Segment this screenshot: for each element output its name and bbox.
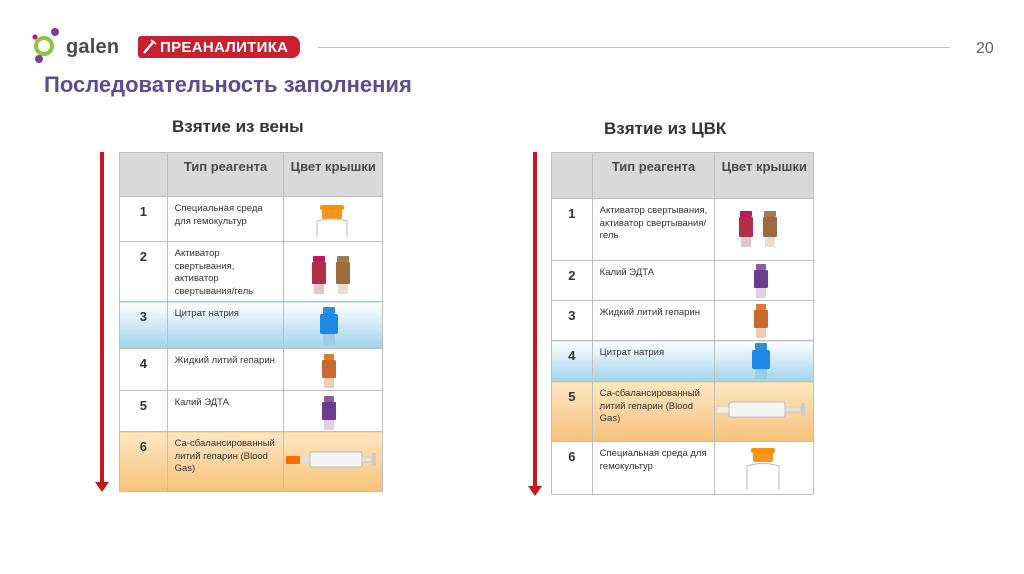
table-row	[552, 261, 814, 301]
row-number: 5	[139, 398, 147, 413]
table-row	[120, 242, 383, 302]
row-number: 2	[568, 268, 576, 283]
reagent-label: Цитрат натрия	[174, 308, 240, 319]
blood-gas-syringe-icon	[717, 398, 811, 420]
section-badge-label: ПРЕАНАЛИТИКА	[160, 39, 289, 56]
row-number: 4	[139, 356, 147, 371]
row-number: 1	[139, 204, 147, 219]
reagent-label: Са-сбалансированный литий гепарин (Blood Gas)	[599, 388, 700, 424]
row-number: 5	[568, 389, 576, 404]
table-header-row	[552, 153, 814, 199]
row-number: 2	[139, 249, 147, 264]
order-arrow-vein	[100, 152, 108, 492]
row-number: 3	[139, 309, 147, 324]
reagent-label: Цитрат натрия	[599, 347, 665, 358]
vein-section-title: Взятие из вены	[172, 117, 304, 136]
row-number: 1	[568, 206, 576, 221]
reagent-label: Специальная среда для гемокультур	[599, 448, 707, 472]
reagent-label: Активатор свертывания, активатор свертывания/гель	[599, 205, 708, 241]
row-number: 6	[568, 449, 576, 464]
blue-tube-icon	[750, 343, 772, 379]
table-row	[552, 442, 814, 495]
header-empty	[120, 153, 168, 197]
orange-tube-icon	[751, 304, 771, 338]
order-arrow-cvc	[533, 152, 541, 496]
reagent-label: Жидкий литий гепарин	[599, 307, 700, 318]
table-row	[120, 197, 383, 242]
blood-culture-bottle-icon	[309, 205, 355, 237]
red-gold-tubes-icon	[735, 211, 785, 247]
header-divider	[318, 47, 950, 48]
row-number: 3	[568, 308, 576, 323]
blood-culture-bottle-icon	[739, 448, 787, 490]
table-row	[120, 432, 383, 492]
header-cap-color: Цвет крышки	[715, 153, 814, 199]
orange-tube-icon	[319, 354, 339, 388]
table-row	[552, 341, 814, 382]
page-number: 20	[976, 40, 994, 57]
header-cap-color: Цвет крышки	[284, 153, 383, 197]
blue-tube-icon	[318, 307, 340, 345]
page-title: Последовательность заполнения	[44, 72, 412, 97]
reagent-label: Калий ЭДТА	[599, 267, 655, 278]
header-reagent: Тип реагента	[592, 153, 715, 199]
table-row	[552, 382, 814, 442]
row-number: 4	[568, 348, 576, 363]
table-row	[120, 349, 383, 391]
header-empty	[552, 153, 593, 199]
reagent-label: Са-сбалансированный литий гепарин (Blood Gas)	[174, 438, 275, 474]
row-number: 6	[139, 439, 147, 454]
header-reagent: Тип реагента	[167, 153, 284, 197]
purple-tube-icon	[319, 396, 339, 430]
logo-text: galen	[66, 36, 120, 58]
reagent-label: Активатор свертывания, активатор свертывания/гель	[174, 248, 254, 297]
blood-gas-syringe-icon	[286, 448, 380, 470]
reagent-label: Калий ЭДТА	[174, 397, 229, 408]
table-row	[552, 199, 814, 261]
red-gold-tubes-icon	[308, 256, 358, 294]
cvc-section-title: Взятие из ЦВК	[604, 119, 727, 138]
table-row	[120, 302, 383, 349]
reagent-label: Жидкий литий гепарин	[174, 355, 275, 366]
purple-tube-icon	[751, 264, 771, 298]
vein-table	[119, 152, 383, 492]
cvc-table	[551, 152, 814, 495]
table-header-row	[120, 153, 383, 197]
table-row	[552, 301, 814, 341]
reagent-label: Специальная среда для гемокультур	[174, 203, 263, 227]
syringe-badge-icon	[141, 38, 157, 56]
table-row	[120, 391, 383, 432]
